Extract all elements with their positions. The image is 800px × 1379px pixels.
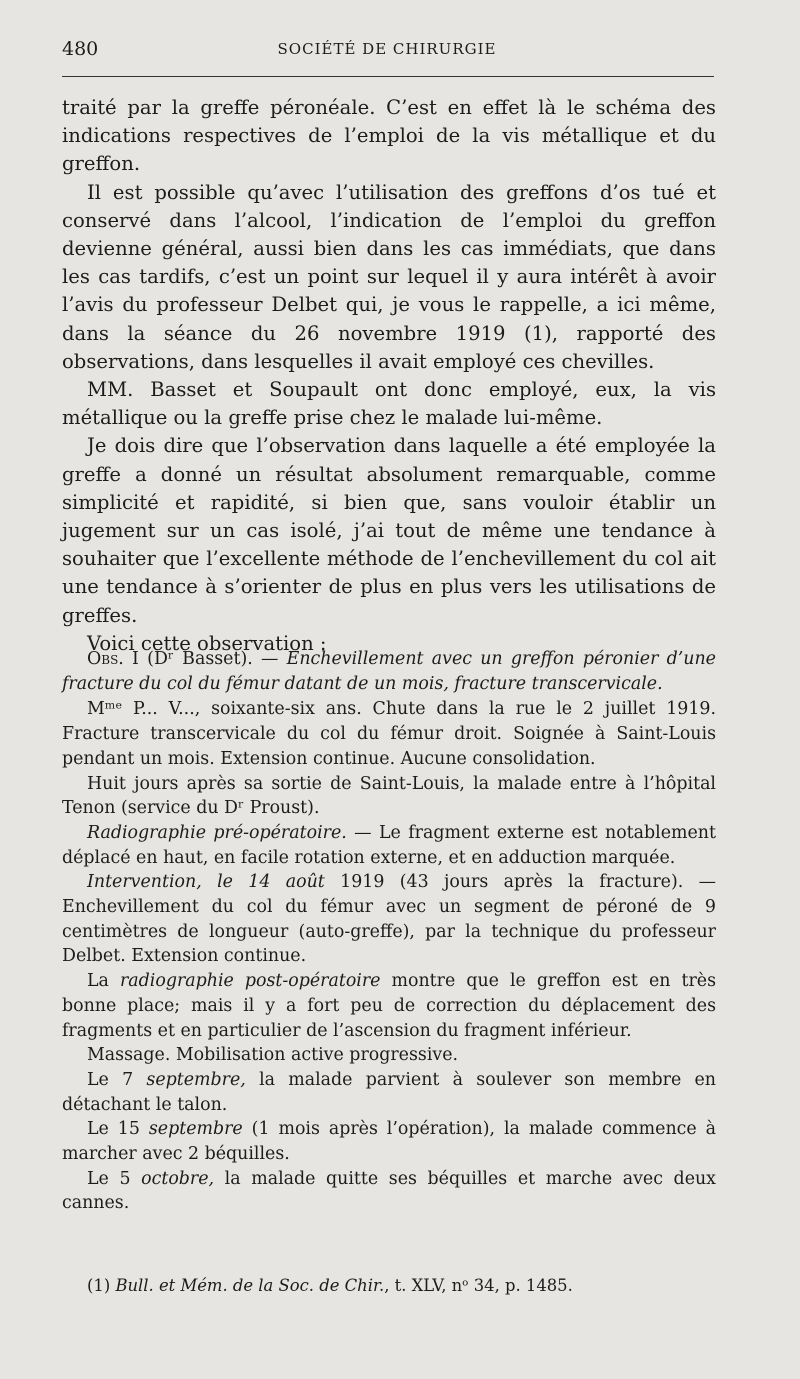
observation-paragraph: Mᵐᵉ P... V..., soixante-six ans. Chute dans la rue le 2 juillet 1919. Fracture transcervicale du col du fémur droit. Soignée à Saint-Louis pendant un mois. Extension continue. Aucune consolidation. xyxy=(62,699,716,769)
observation-paragraph xyxy=(62,1167,716,1216)
radiographie-preop-label: Radiographie pré-opératoire. xyxy=(87,822,347,843)
page-number: 480 xyxy=(62,38,99,60)
obs-author: (Dʳ Basset). — xyxy=(147,649,279,669)
observation-paragraph xyxy=(62,969,716,1043)
observation-heading xyxy=(62,647,716,696)
observation-text: la malade quitte ses béquilles et marche avec deux cannes. xyxy=(62,1168,716,1214)
footnote-marker: (1) xyxy=(87,1276,111,1295)
footnote xyxy=(62,1275,716,1297)
observation-paragraph xyxy=(62,1117,716,1166)
observation-text: la malade parvient à soulever son membre en détachant le talon. xyxy=(62,1069,716,1115)
radiographie-postop-label: radiographie post-opératoire xyxy=(119,971,381,992)
observation-paragraph xyxy=(62,870,716,969)
observation-text: La xyxy=(87,971,120,992)
intervention-label: Intervention, le 14 août xyxy=(87,872,325,893)
observation-text: (1 mois après l’opération), la malade commence à marcher avec 2 béquilles. xyxy=(62,1119,716,1165)
date-label: septembre, xyxy=(146,1069,246,1090)
footnote-details: , t. XLV, nᵒ 34, p. 1485. xyxy=(384,1276,573,1295)
observation-text: Le 7 xyxy=(87,1069,147,1090)
paragraph: Il est possible qu’avec l’utilisation des greffons d’os tué et conservé dans l’alcool, l’indication de l’emploi du greffon devienne général, aussi bien dans les cas immédiats, que dans les cas tardifs, c’est un point sur lequel il y aura intérêt à avoir l’avis du professeur Delbet qui, je vous le rappelle, a ici même, dans la séance du 26 novembre 1919 (1), rapporté des observations, dans lesquelles il avait employé ces chevilles. xyxy=(62,180,716,373)
page-header xyxy=(62,38,712,64)
observation-paragraph: Massage. Mobilisation active progressive. xyxy=(87,1045,459,1066)
observation-paragraph xyxy=(62,1068,716,1117)
paragraph: Je dois dire que l’observation dans laquelle a été employée la greffe a donné un résultat absolument remarquable, comme simplicité et rapidité, si bien que, sans vouloir établir un jugement sur un cas isolé, j’ai tout de même une tendance à souhaiter que l’excellente méthode de l’enchevillement du col ait une tendance à s’orienter de plus en plus vers les utilisations de greffes. xyxy=(62,434,716,627)
date-label: octobre, xyxy=(141,1168,215,1189)
paragraph: MM. Basset et Soupault ont donc employé, eux, la vis métallique ou la greffe prise chez le malade lui-même. xyxy=(62,378,716,430)
obs-title: Enchevillement avec un greffon péronier d’une fracture du col du fémur datant de un mois, fracture transcervicale. xyxy=(62,649,716,694)
observation-text: — Le fragment externe est notablement déplacé en haut, en facile rotation externe, et en adduction marquée. xyxy=(62,822,716,868)
obs-label: Obs. I xyxy=(87,649,139,669)
header-rule xyxy=(62,76,714,77)
paragraph: traité par la greffe péronéale. C’est en effet là le schéma des indications respectives de l’emploi de la vis métallique et du greffon. xyxy=(62,96,716,176)
main-text xyxy=(62,94,716,658)
observation-text: 1919 (43 jours après la fracture). — Enchevillement du col du fémur avec un segment de péroné de 9 centimètres de longueur (auto-greffe), par la technique du professeur Delbet. Extension continue. xyxy=(62,872,716,967)
observation-text: Le 5 xyxy=(87,1168,142,1189)
observation-paragraph xyxy=(62,821,716,870)
observation-text: montre que le greffon est en très bonne place; mais il y a fort peu de correction du déplacement des fragments et en particulier de l’ascension du fragment inférieur. xyxy=(62,971,717,1041)
observation-block xyxy=(62,647,716,1216)
running-title: SOCIÉTÉ DE CHIRURGIE xyxy=(277,40,497,58)
footnote-source: Bull. et Mém. de la Soc. de Chir. xyxy=(115,1276,385,1295)
date-label: septembre xyxy=(148,1119,243,1140)
observation-paragraph: Huit jours après sa sortie de Saint-Louis, la malade entre à l’hôpital Tenon (service du Dʳ Proust). xyxy=(62,773,716,819)
observation-text: Le 15 xyxy=(87,1119,149,1140)
paragraph: Voici cette observation : xyxy=(87,631,327,655)
